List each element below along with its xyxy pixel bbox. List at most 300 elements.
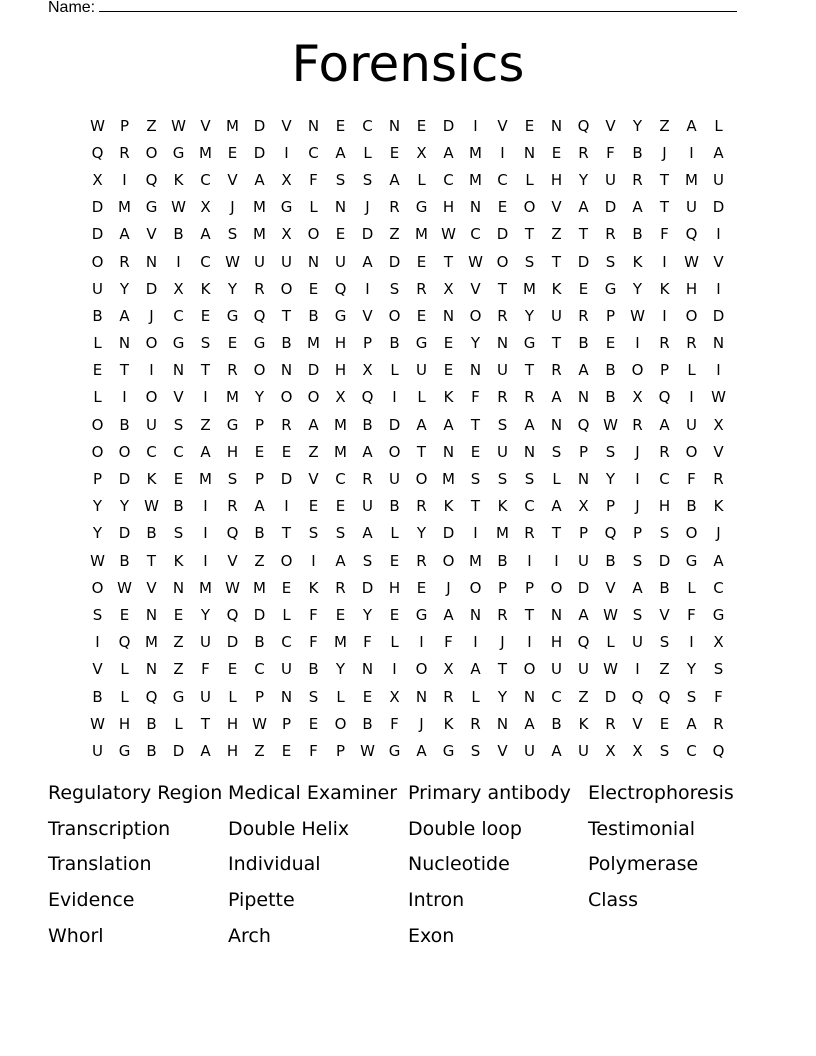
grid-letter: A (551, 388, 562, 407)
grid-letter: S (659, 524, 670, 543)
word-bank-item: Double Helix (228, 817, 350, 840)
grid-letter: W (117, 578, 132, 597)
grid-letter: V (713, 442, 724, 461)
grid-letter: S (173, 524, 184, 543)
grid-letter: A (713, 143, 724, 162)
grid-letter: F (201, 660, 210, 679)
grid-letter: A (200, 442, 211, 461)
grid-letter: K (578, 714, 589, 733)
grid-letter: A (578, 605, 589, 624)
grid-letter: T (524, 605, 535, 624)
grid-letter: K (173, 170, 184, 189)
grid-letter: O (91, 578, 104, 597)
grid-letter: D (118, 524, 131, 543)
grid-letter: X (443, 279, 454, 298)
grid-letter: M (253, 225, 266, 244)
grid-letter: E (443, 361, 454, 380)
grid-letter: V (227, 551, 238, 570)
grid-letter: I (662, 252, 667, 271)
grid-letter: G (226, 415, 239, 434)
grid-letter: W (225, 578, 240, 597)
grid-letter: L (390, 633, 399, 652)
grid-letter: B (632, 143, 643, 162)
grid-letter: H (334, 334, 347, 353)
grid-letter: U (497, 442, 508, 461)
word-bank-item: Testimonial (588, 817, 696, 840)
grid-letter: P (92, 470, 103, 489)
grid-letter: Y (416, 524, 427, 543)
grid-letter: J (635, 442, 640, 461)
grid-letter: L (228, 687, 237, 706)
grid-letter: B (686, 497, 697, 516)
grid-letter: D (253, 605, 266, 624)
grid-letter: E (389, 143, 400, 162)
grid-letter: U (551, 306, 562, 325)
grid-letter: O (523, 660, 536, 679)
grid-letter: P (659, 361, 670, 380)
grid-letter: O (685, 442, 698, 461)
grid-letter: A (335, 143, 346, 162)
grid-letter: Q (658, 388, 671, 407)
grid-letter: D (361, 225, 374, 244)
grid-letter: W (630, 306, 645, 325)
grid-letter: D (280, 470, 293, 489)
grid-letter: E (308, 714, 319, 733)
grid-letter: R (227, 497, 238, 516)
grid-letter: L (120, 660, 129, 679)
grid-letter: Y (632, 116, 643, 135)
grid-letter: D (91, 225, 104, 244)
word-bank-item: Regulatory Region (48, 782, 223, 804)
grid-letter: U (551, 660, 562, 679)
grid-letter: T (146, 551, 157, 570)
grid-letter: V (551, 198, 562, 217)
grid-letter: Y (605, 470, 616, 489)
grid-letter: Z (146, 116, 157, 135)
grid-letter: B (119, 415, 130, 434)
grid-letter: X (578, 497, 589, 516)
grid-letter: K (443, 497, 454, 516)
grid-letter: Z (254, 741, 265, 760)
grid-letter: T (200, 714, 211, 733)
grid-letter: Y (362, 605, 373, 624)
grid-letter: O (469, 578, 482, 597)
grid-letter: R (524, 388, 535, 407)
grid-letter: L (417, 170, 426, 189)
grid-letter: N (469, 605, 482, 624)
grid-letter: S (335, 524, 346, 543)
grid-letter: Q (226, 605, 239, 624)
grid-letter: P (119, 116, 130, 135)
grid-letter: A (578, 198, 589, 217)
grid-letter: U (686, 198, 697, 217)
grid-letter: S (362, 170, 373, 189)
grid-letter: N (577, 470, 590, 489)
grid-letter: O (685, 524, 698, 543)
grid-letter: Q (631, 687, 644, 706)
grid-letter: T (200, 361, 211, 380)
grid-letter: D (604, 198, 617, 217)
grid-letter: R (281, 415, 292, 434)
grid-letter: O (415, 660, 428, 679)
grid-letter: S (308, 524, 319, 543)
grid-letter: T (524, 225, 535, 244)
grid-letter: H (685, 279, 698, 298)
grid-letter: Q (712, 741, 725, 760)
grid-letter: G (334, 306, 347, 325)
grid-letter: T (497, 660, 508, 679)
grid-letter: L (714, 116, 723, 135)
grid-letter: H (550, 633, 563, 652)
grid-letter: S (524, 470, 535, 489)
grid-letter: A (389, 170, 400, 189)
grid-letter: Y (632, 279, 643, 298)
grid-letter: C (470, 225, 481, 244)
grid-letter: M (334, 415, 347, 434)
grid-letter: Y (335, 660, 346, 679)
grid-letter: I (176, 252, 181, 271)
grid-letter: N (118, 334, 131, 353)
grid-letter: R (416, 497, 427, 516)
grid-letter: W (90, 551, 105, 570)
word-bank-item: Translation (48, 853, 152, 876)
grid-letter: Y (578, 170, 589, 189)
grid-letter: D (604, 687, 617, 706)
grid-letter: G (415, 605, 428, 624)
grid-letter: U (578, 551, 589, 570)
grid-letter: Q (577, 633, 590, 652)
grid-letter: E (551, 143, 562, 162)
grid-letter: M (469, 170, 482, 189)
grid-letter: N (280, 687, 293, 706)
grid-letter: R (713, 470, 724, 489)
grid-letter: M (118, 198, 131, 217)
grid-letter: S (605, 252, 616, 271)
grid-letter: A (335, 551, 346, 570)
grid-letter: A (524, 415, 535, 434)
grid-letter: E (254, 442, 265, 461)
grid-letter: B (578, 334, 589, 353)
grid-letter: O (280, 279, 293, 298)
grid-letter: P (605, 306, 616, 325)
grid-letter: N (145, 605, 158, 624)
grid-letter: S (335, 170, 346, 189)
grid-letter: M (226, 116, 239, 135)
grid-letter: B (92, 306, 103, 325)
grid-letter: M (199, 578, 212, 597)
word-bank-item: Polymerase (588, 853, 699, 876)
grid-letter: Y (254, 388, 265, 407)
grid-letter: L (552, 470, 561, 489)
grid-letter: R (389, 198, 400, 217)
grid-letter: O (523, 198, 536, 217)
grid-letter: O (145, 143, 158, 162)
grid-letter: P (281, 714, 292, 733)
grid-letter: A (416, 741, 427, 760)
grid-letter: N (388, 116, 401, 135)
grid-letter: R (659, 442, 670, 461)
grid-letter: V (281, 116, 292, 135)
word-bank-item: Intron (408, 889, 465, 912)
grid-letter: L (363, 143, 372, 162)
grid-letter: I (689, 633, 694, 652)
grid-letter: O (334, 714, 347, 733)
grid-letter: X (173, 279, 184, 298)
grid-letter: X (389, 687, 400, 706)
grid-letter: T (470, 415, 481, 434)
grid-letter: T (281, 306, 292, 325)
grid-letter: R (443, 687, 454, 706)
grid-letter: I (500, 143, 505, 162)
grid-letter: R (632, 170, 643, 189)
grid-letter: W (441, 225, 456, 244)
grid-letter: E (173, 605, 184, 624)
grid-letter: M (199, 143, 212, 162)
grid-letter: E (335, 605, 346, 624)
grid-letter: G (415, 198, 428, 217)
grid-letter: Z (659, 660, 670, 679)
grid-letter: A (578, 361, 589, 380)
grid-letter: A (362, 442, 373, 461)
grid-letter: J (365, 198, 370, 217)
grid-letter: Q (334, 279, 347, 298)
grid-letter: H (118, 714, 131, 733)
grid-letter: M (253, 198, 266, 217)
grid-letter: I (527, 633, 532, 652)
grid-letter: C (497, 170, 508, 189)
grid-letter: N (280, 361, 293, 380)
grid-letter: T (119, 361, 130, 380)
grid-letter: A (524, 714, 535, 733)
grid-letter: V (497, 116, 508, 135)
grid-letter: I (149, 361, 154, 380)
grid-letter: X (281, 225, 292, 244)
grid-letter: J (635, 497, 640, 516)
word-bank-item: Arch (228, 924, 271, 947)
grid-letter: R (713, 714, 724, 733)
grid-letter: R (362, 470, 373, 489)
grid-letter: Z (173, 633, 184, 652)
grid-letter: E (308, 279, 319, 298)
grid-letter: M (334, 633, 347, 652)
grid-letter: U (254, 252, 265, 271)
grid-letter: E (497, 198, 508, 217)
grid-letter: Y (119, 497, 130, 516)
grid-letter: S (659, 633, 670, 652)
grid-letter: R (119, 252, 130, 271)
grid-letter: L (174, 714, 183, 733)
grid-letter: P (254, 470, 265, 489)
word-bank-item: Evidence (48, 889, 135, 912)
grid-letter: W (603, 605, 618, 624)
grid-letter: I (419, 633, 424, 652)
letter-grid (84, 112, 732, 765)
grid-letter: C (200, 170, 211, 189)
grid-letter: S (659, 741, 670, 760)
grid-letter: O (118, 442, 131, 461)
grid-letter: C (335, 470, 346, 489)
grid-letter: Y (200, 605, 211, 624)
grid-letter: D (496, 225, 509, 244)
grid-letter: R (605, 225, 616, 244)
grid-letter: W (252, 714, 267, 733)
grid-letter: N (550, 415, 563, 434)
grid-letter: L (282, 605, 291, 624)
grid-letter: P (254, 687, 265, 706)
grid-letter: N (469, 198, 482, 217)
grid-letter: F (309, 170, 318, 189)
grid-letter: U (713, 170, 724, 189)
grid-letter: R (416, 551, 427, 570)
grid-letter: F (687, 470, 696, 489)
grid-letter: I (311, 551, 316, 570)
grid-letter: T (659, 170, 670, 189)
grid-letter: A (119, 306, 130, 325)
grid-letter: G (388, 741, 401, 760)
name-field[interactable] (48, 0, 737, 19)
grid-letter: I (284, 143, 289, 162)
grid-letter: R (524, 524, 535, 543)
grid-letter: O (91, 442, 104, 461)
grid-letter: P (632, 524, 643, 543)
grid-letter: M (415, 225, 428, 244)
grid-letter: M (307, 334, 320, 353)
grid-letter: S (227, 225, 238, 244)
grid-letter: N (415, 687, 428, 706)
grid-letter: F (309, 633, 318, 652)
grid-letter: F (309, 605, 318, 624)
grid-letter: W (360, 741, 375, 760)
grid-letter: N (496, 714, 509, 733)
grid-letter: C (173, 442, 184, 461)
grid-letter: J (662, 143, 667, 162)
grid-letter: S (200, 334, 211, 353)
grid-letter: V (92, 660, 103, 679)
grid-letter: A (551, 741, 562, 760)
grid-letter: H (442, 198, 455, 217)
grid-letter: M (334, 442, 347, 461)
grid-letter: Y (686, 660, 697, 679)
grid-letter: W (225, 252, 240, 271)
grid-letter: B (173, 225, 184, 244)
grid-letter: N (496, 334, 509, 353)
grid-letter: R (686, 334, 697, 353)
grid-letter: K (632, 252, 643, 271)
grid-letter: N (145, 660, 158, 679)
grid-letter: N (334, 198, 347, 217)
grid-letter: F (309, 741, 318, 760)
grid-letter: B (362, 415, 373, 434)
grid-letter: Y (119, 279, 130, 298)
grid-letter: D (577, 578, 590, 597)
grid-letter: T (443, 252, 454, 271)
grid-letter: I (689, 143, 694, 162)
grid-letter: L (687, 578, 696, 597)
grid-letter: I (527, 551, 532, 570)
grid-letter: G (604, 279, 617, 298)
grid-letter: U (200, 633, 211, 652)
grid-letter: V (632, 714, 643, 733)
grid-letter: B (173, 497, 184, 516)
grid-letter: W (603, 415, 618, 434)
grid-letter: A (200, 741, 211, 760)
grid-letter: N (307, 116, 320, 135)
grid-letter: C (200, 252, 211, 271)
grid-letter: P (605, 497, 616, 516)
grid-letter: I (662, 306, 667, 325)
grid-letter: U (578, 660, 589, 679)
grid-letter: B (146, 741, 157, 760)
grid-letter: O (469, 306, 482, 325)
grid-letter: L (606, 633, 615, 652)
grid-letter: I (473, 116, 478, 135)
grid-letter: G (442, 741, 455, 760)
grid-letter: C (659, 470, 670, 489)
grid-letter: C (524, 497, 535, 516)
grid-letter: O (631, 361, 644, 380)
grid-letter: I (365, 279, 370, 298)
word-bank-item: Transcription (48, 817, 171, 840)
grid-letter: A (362, 524, 373, 543)
grid-letter: O (91, 415, 104, 434)
grid-letter: N (523, 143, 536, 162)
grid-letter: A (713, 551, 724, 570)
grid-letter: E (416, 306, 427, 325)
grid-letter: B (308, 306, 319, 325)
grid-letter: N (361, 660, 374, 679)
grid-letter: Q (91, 143, 104, 162)
grid-letter: S (632, 551, 643, 570)
grid-letter: Q (658, 687, 671, 706)
grid-letter: M (496, 524, 509, 543)
grid-letter: E (119, 605, 130, 624)
grid-letter: U (497, 361, 508, 380)
grid-letter: U (335, 252, 346, 271)
grid-letter: E (200, 306, 211, 325)
grid-letter: R (578, 143, 589, 162)
grid-letter: B (605, 361, 616, 380)
grid-letter: Z (173, 660, 184, 679)
grid-letter: P (335, 741, 346, 760)
grid-letter: S (713, 660, 724, 679)
grid-letter: D (442, 524, 455, 543)
grid-letter: F (363, 633, 372, 652)
name-blank-line[interactable] (99, 0, 737, 12)
grid-letter: S (524, 252, 535, 271)
grid-letter: B (254, 633, 265, 652)
grid-letter: E (605, 334, 616, 353)
grid-letter: W (468, 252, 483, 271)
grid-letter: D (712, 198, 725, 217)
grid-letter: B (146, 714, 157, 733)
grid-letter: T (578, 225, 589, 244)
grid-letter: B (389, 334, 400, 353)
grid-letter: M (253, 578, 266, 597)
grid-letter: W (171, 198, 186, 217)
grid-letter: J (716, 524, 721, 543)
grid-letter: Q (604, 524, 617, 543)
grid-letter: X (92, 170, 103, 189)
grid-letter: P (497, 578, 508, 597)
grid-letter: B (119, 551, 130, 570)
grid-letter: N (442, 306, 455, 325)
grid-letter: E (659, 714, 670, 733)
grid-letter: Y (92, 497, 103, 516)
grid-letter: I (716, 279, 721, 298)
grid-letter: C (362, 116, 373, 135)
grid-letter: V (713, 252, 724, 271)
grid-letter: W (711, 388, 726, 407)
